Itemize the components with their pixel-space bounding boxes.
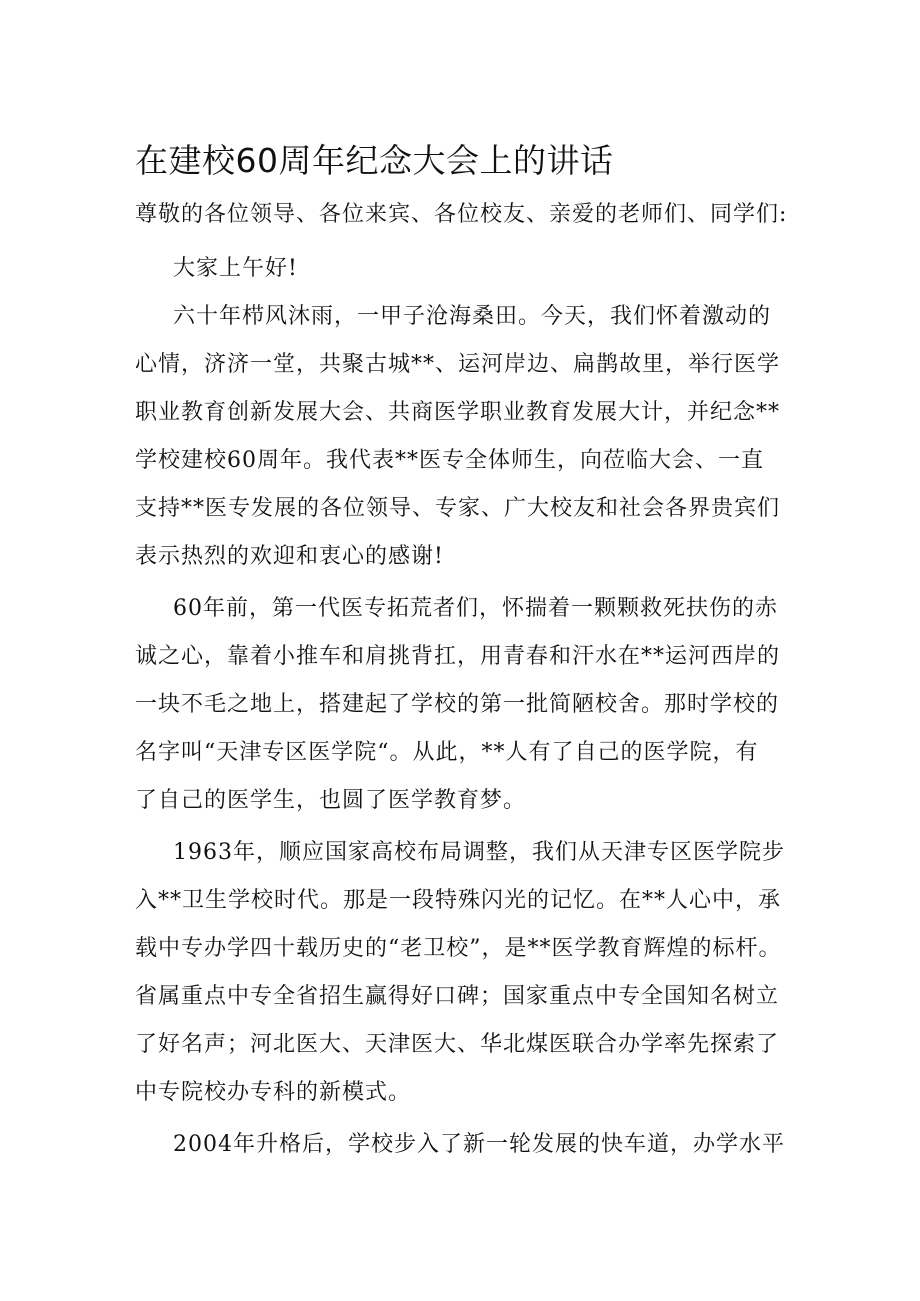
paragraph-2-line-4: 名字叫“天津专区医学院“。从此，**人有了自己的医学院，有 <box>135 740 759 765</box>
paragraph-3-line-6: 中专院校办专科的新模式。 <box>135 1080 412 1105</box>
greeting: 大家上午好! <box>173 256 298 281</box>
paragraph-2-line-2: 诚之心，靠着小推车和肩挑背扛，用青春和汗水在**运河西岸的 <box>135 644 781 669</box>
paragraph-3-line-5: 了好名声；河北医大、天津医大、华北煤医联合办学率先探索了 <box>135 1032 780 1057</box>
paragraph-2-line-5: 了自己的医学生，也圆了医学教育梦。 <box>135 788 527 813</box>
paragraph-1-line-3: 职业教育创新发展大会、共商医学职业教育发展大计，并纪念** <box>135 400 781 425</box>
paragraph-2-line-1: 60年前，第一代医专拓荒者们，怀揣着一颗颗救死扶伤的赤 <box>173 596 778 621</box>
paragraph-1-line-5: 支持**医专发展的各位领导、专家、广大校友和社会各界贵宾们 <box>135 496 781 521</box>
paragraph-1-line-1: 六十年栉风沐雨，一甲子沧海桑田。今天，我们怀着激动的 <box>173 304 772 329</box>
paragraph-3-line-1: 1963年，顺应国家高校布局调整，我们从天津专区医学院步 <box>173 840 785 865</box>
paragraph-3-line-2: 入**卫生学校时代。那是一段特殊闪光的记忆。在**人心中，承 <box>135 888 782 913</box>
document-title: 在建校60周年纪念大会上的讲话 <box>135 141 614 180</box>
paragraph-1-line-6: 表示热烈的欢迎和衷心的感谢! <box>135 544 444 569</box>
paragraph-4-line-1: 2004年升格后，学校步入了新一轮发展的快车道，办学水平 <box>173 1132 785 1157</box>
salutation: 尊敬的各位领导、各位来宾、各位校友、亲爱的老师们、同学们: <box>135 202 788 227</box>
paragraph-1-line-4: 学校建校60周年。我代表**医专全体师生，向莅临大会、一直 <box>135 448 764 473</box>
paragraph-1-line-2: 心情，济济一堂，共聚古城**、运河岸边、扁鹊故里，举行医学 <box>135 352 781 377</box>
paragraph-3-line-4: 省属重点中专全省招生赢得好口碑；国家重点中专全国知名树立 <box>135 984 780 1009</box>
paragraph-2-line-3: 一块不毛之地上，搭建起了学校的第一批简陋校舍。那时学校的 <box>135 692 780 717</box>
paragraph-3-line-3: 载中专办学四十载历史的“老卫校”，是**医学教育辉煌的标杆。 <box>135 936 782 961</box>
